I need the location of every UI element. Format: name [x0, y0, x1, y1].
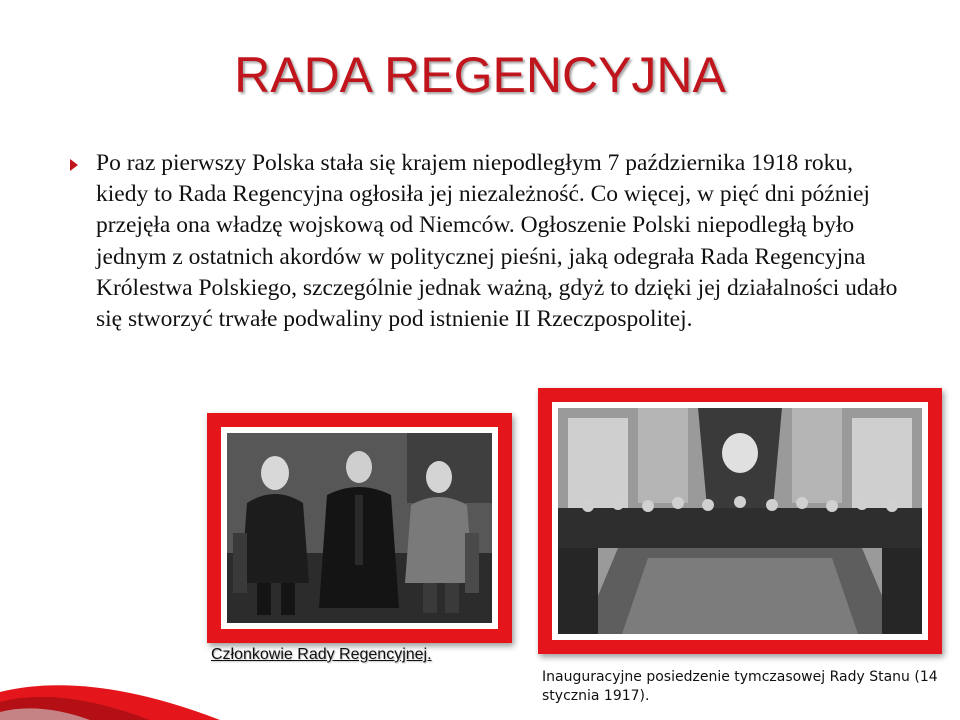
- slide-title: RADA REGENCYJNA: [234, 47, 726, 103]
- photo-regency-members: [207, 413, 512, 643]
- photo-image: [558, 408, 922, 634]
- photo-council-session: [538, 388, 942, 654]
- triangle-bullet-icon: [70, 159, 78, 171]
- regency-members-illustration: [227, 433, 492, 623]
- photo2-caption: Inauguracyjne posiedzenie tymczasowej Rady Stanu (14 stycznia 1917).: [542, 669, 938, 704]
- council-session-illustration: [558, 408, 922, 634]
- bullet-text: Po raz pierwszy Polska stała się krajem niepodległym 7 października 1918 roku, kiedy to Rada Regencyjna ogłosiła jej niezależność. Co więcej, w pięć dni później przejęła ona władzę wojskową od Niemców. Ogłoszenie Polski niepodległą było jednym z ostatnich akordów w politycznej pieśni, jaką odegrała Rada Regencyjna Królestwa Polskiego, szczególnie jednak ważną, gdyż to dzięki jej działalności udało się stworzyć trwałe podwaliny pod istnienie II Rzeczpospolitej.: [96, 150, 898, 333]
- photo-image: [227, 433, 492, 623]
- photo1-caption: Członkowie Rady Regencyjnej.: [211, 646, 432, 663]
- corner-stripes-decoration: [0, 600, 220, 720]
- bullet-item: [70, 148, 910, 335]
